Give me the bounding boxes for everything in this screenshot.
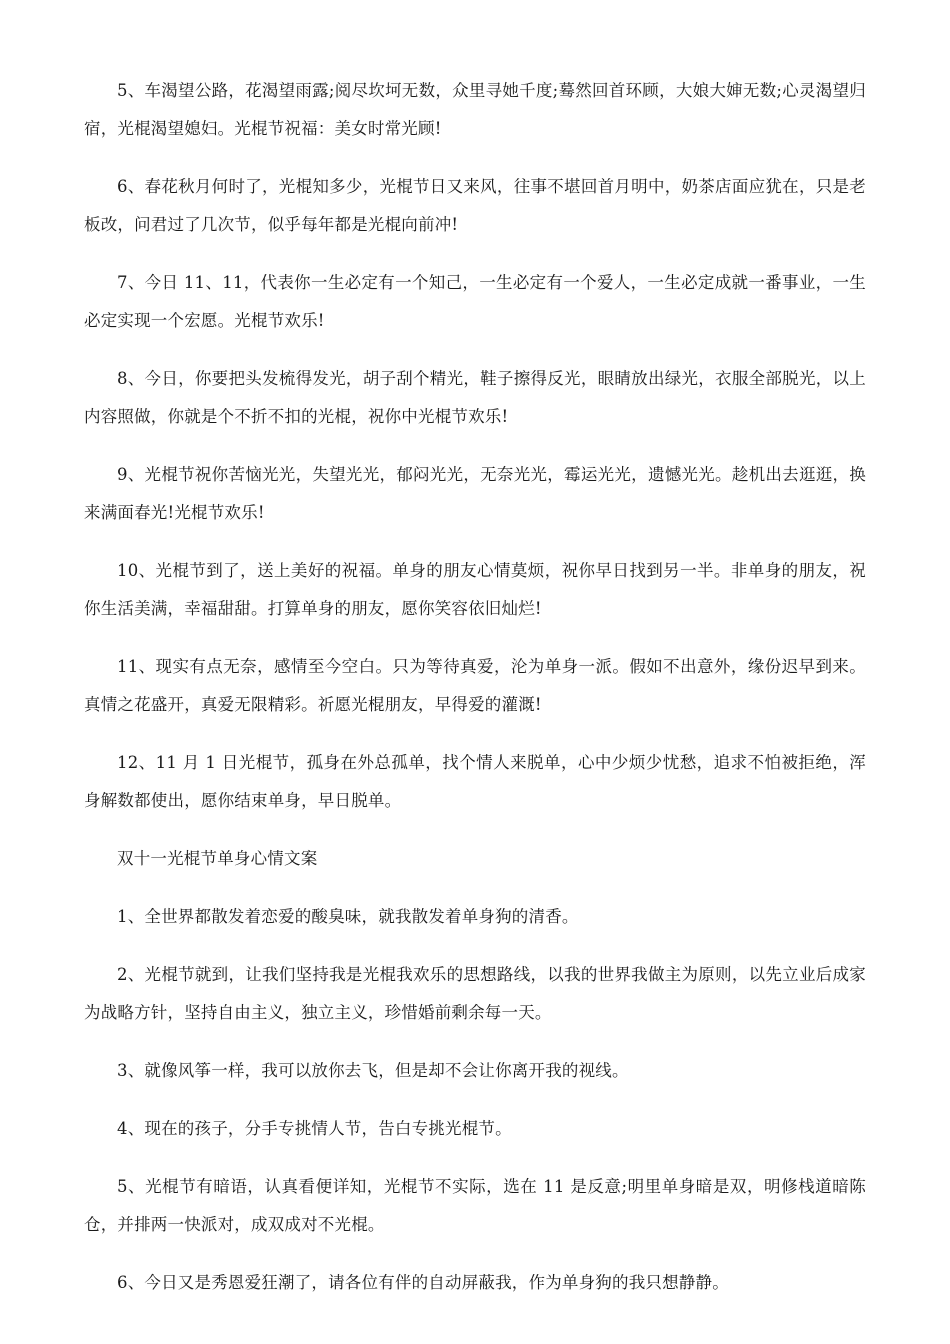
paragraph-item-10: 10、光棍节到了，送上美好的祝福。单身的朋友心情莫烦，祝你早日找到另一半。非单身的朋友，祝你生活美满，幸福甜甜。打算单身的朋友，愿你笑容依旧灿烂! (84, 561, 866, 618)
paragraph-item-9: 9、光棍节祝你苦恼光光，失望光光，郁闷光光，无奈光光，霉运光光，遗憾光光。趁机出去逛逛，换来满面春光!光棍节欢乐! (84, 465, 866, 522)
paragraph-item-5: 5、车渴望公路，花渴望雨露;阅尽坎坷无数，众里寻她千度;蓦然回首环顾，大娘大婶无数;心灵渴望归宿，光棍渴望媳妇。光棍节祝福：美女时常光顾! (84, 81, 866, 138)
section-item-2: 2、光棍节就到，让我们坚持我是光棍我欢乐的思想路线，以我的世界我做主为原则，以先立业后成家为战略方针，坚持自由主义，独立主义，珍惜婚前剩余每一天。 (84, 965, 866, 1022)
section-item-1: 1、全世界都散发着恋爱的酸臭味，就我散发着单身狗的清香。 (117, 907, 579, 926)
paragraph-item-6: 6、春花秋月何时了，光棍知多少，光棍节日又来风，往事不堪回首月明中，奶茶店面应犹在，只是老板改，问君过了几次节，似乎每年都是光棍向前冲! (84, 177, 866, 234)
paragraph-item-11: 11、现实有点无奈，感情至今空白。只为等待真爱，沦为单身一派。假如不出意外，缘份迟早到来。真情之花盛开，真爱无限精彩。祈愿光棍朋友，早得爱的灌溉! (84, 657, 866, 714)
paragraph-item-8: 8、今日，你要把头发梳得发光，胡子刮个精光，鞋子擦得反光，眼睛放出绿光，衣服全部脱光，以上内容照做，你就是个不折不扣的光棍，祝你中光棍节欢乐! (84, 369, 866, 426)
section-item-3: 3、就像风筝一样，我可以放你去飞，但是却不会让你离开我的视线。 (117, 1061, 629, 1080)
paragraph-item-12: 12、11 月 1 日光棍节，孤身在外总孤单，找个情人来脱单，心中少烦少忧愁，追求不怕被拒绝，浑身解数都使出，愿你结束单身，早日脱单。 (84, 753, 866, 810)
paragraph-item-7: 7、今日 11、11，代表你一生必定有一个知己，一生必定有一个爱人，一生必定成就一番事业，一生必定实现一个宏愿。光棍节欢乐! (84, 273, 866, 330)
section-item-4: 4、现在的孩子，分手专挑情人节，告白专挑光棍节。 (117, 1119, 512, 1138)
section-heading: 双十一光棍节单身心情文案 (117, 849, 318, 868)
section-item-5: 5、光棍节有暗语，认真看便详知，光棍节不实际，选在 11 是反意;明里单身暗是双，明修栈道暗陈仓，并排两一快派对，成双成对不光棍。 (84, 1177, 866, 1234)
section-item-6: 6、今日又是秀恩爱狂潮了，请各位有伴的自动屏蔽我，作为单身狗的我只想静静。 (117, 1273, 729, 1292)
